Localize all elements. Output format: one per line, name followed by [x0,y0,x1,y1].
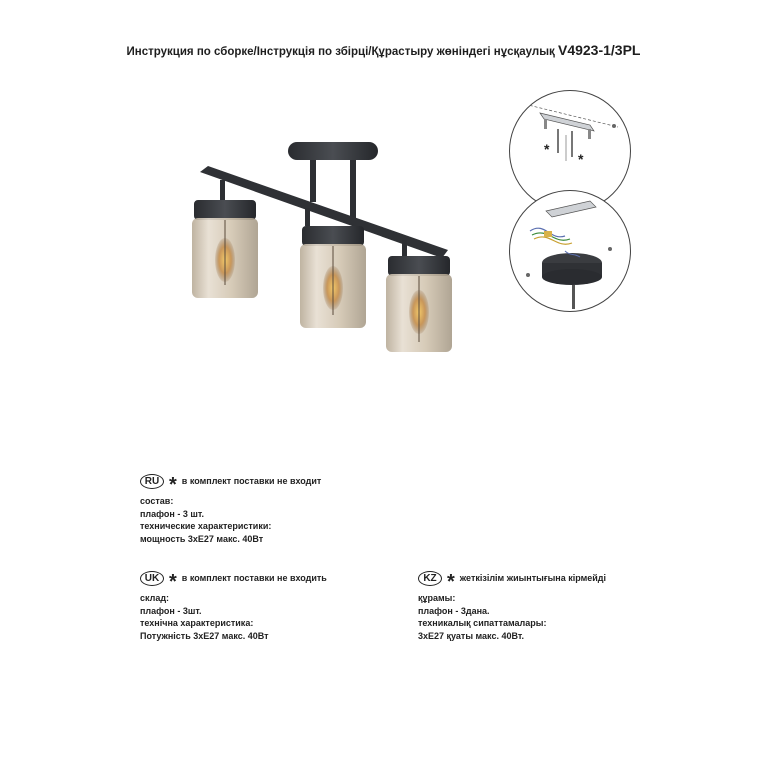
kz-line: техникалық сипаттамалары: [418,618,547,628]
kz-note: жеткізілім жиынтығына кірмейді [459,573,607,584]
asterisk-icon: * [169,473,177,496]
ru-line: состав: [140,496,174,506]
shade-1 [192,200,258,298]
asterisk-icon: * [169,570,177,593]
rod-right [350,160,356,218]
kz-block [418,571,606,642]
uk-note: в комплект поставки не входить [181,573,327,584]
ru-badge: RU [140,474,164,489]
ru-line: плафон - 3 шт. [140,508,204,519]
shade-2 [300,226,366,328]
model-code: V4923-1/3PL [557,42,641,58]
uk-badge: UK [140,571,164,586]
ru-note: в комплект поставки не входит [181,476,322,487]
kz-line: құрамы: [418,593,456,603]
lamp-illustration [180,120,470,365]
uk-block [140,571,327,642]
kz-line: 3хЕ27 қуаты макс. 40Вт. [418,630,524,641]
ru-block [140,474,321,545]
document-title [0,42,767,58]
marker-asterisk-left: * [544,141,550,157]
rod-left [310,160,316,202]
ru-line: технические характеристики: [140,521,272,531]
kz-line: плафон - 3дана. [418,605,490,616]
marker-asterisk-right: * [578,151,584,167]
ru-line: мощность 3хЕ27 макс. 40Вт [140,533,264,544]
bracket [540,113,594,131]
asterisk-icon: * [447,570,455,593]
uk-line: Потужність 3хЕ27 макс. 40Вт [140,630,269,641]
ceiling-plate [288,142,378,160]
ceiling-lamp-image [180,120,470,360]
shade-3 [386,256,452,352]
uk-line: технічна характеристика: [140,618,254,628]
uk-line: склад: [140,593,170,603]
kz-badge: KZ [418,571,442,586]
wiring-diagram [509,190,631,312]
uk-line: плафон - 3шт. [140,605,202,616]
title-text: Инструкция по сборке/Інструкція по збірці/Құрастыру жөніндегі нұсқаулық [126,46,555,58]
